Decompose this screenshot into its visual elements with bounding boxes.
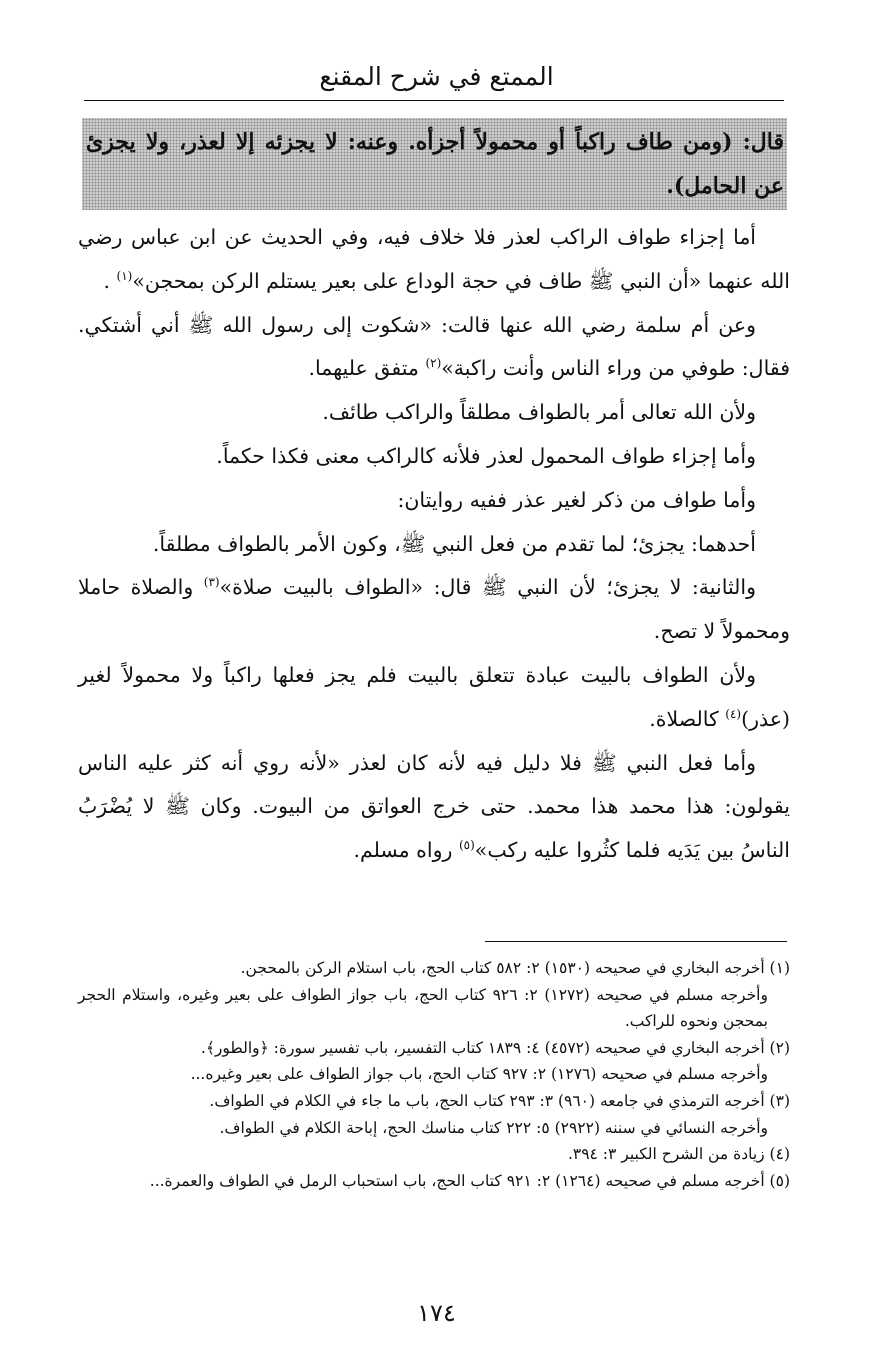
- paragraph-4: وأما إجزاء طواف المحمول لعذر فلأنه كالراكب معنى فكذا حكماً.: [216, 443, 756, 468]
- footnote-ref-5: (٥): [458, 838, 475, 853]
- matn-quote: قال: (ومن طاف راكباً أو محمولاً أجزأه. وعنه: لا يجزئه إلا لعذر، ولا يجزئ عن الحامل).: [86, 129, 784, 199]
- paragraph-3: ولأن الله تعالى أمر بالطواف مطلقاً والراكب طائف.: [322, 400, 756, 425]
- footnote-1: (١) أخرجه البخاري في صحيحه (١٥٣٠) ٢: ٥٨٢ كتاب الحج، باب استلام الركن بالمحجن.: [240, 959, 790, 977]
- page-number: ١٧٤: [417, 1299, 456, 1327]
- footnotes: [78, 955, 790, 1194]
- footnote-4: (٤) زيادة من الشرح الكبير ٣: ٣٩٤.: [567, 1145, 790, 1164]
- header-divider: [84, 100, 784, 101]
- footnote-3: (٣) أخرجه الترمذي في جامعه (٩٦٠) ٣: ٢٩٣ كتاب الحج، باب ما جاء في الكلام في الطواف.: [209, 1091, 790, 1110]
- paragraph-5: وأما طواف من ذكر لغير عذر ففيه روايتان:: [397, 487, 756, 512]
- paragraph-1: أما إجزاء طواف الراكب لعذر فلا خلاف فيه، وفي الحديث عن ابن عباس رضي الله عنهما «أن النبي ﷺ طاف في حجة الوداع على بعير يستلم الركن بمحجن»$^{(١)}$ .: [78, 225, 790, 293]
- footnote-5: (٥) أخرجه مسلم في صحيحه (١٢٦٤) ٢: ٩٢١ كتاب الحج، باب استحباب الرمل في الطواف والعمرة...: [149, 1171, 790, 1190]
- paragraph-7: والثانية: لا يجزئ؛ لأن النبي ﷺ قال: «الطواف بالبيت صلاة»$^{(٣)}$ والصلاة حاملا ومحمولاً لا تصح.: [78, 575, 790, 644]
- paragraph-6: أحدهما: يجزئ؛ لما تقدم من فعل النبي ﷺ، وكون الأمر بالطواف مطلقاً.: [152, 531, 756, 556]
- running-header: الممتع في شرح المقنع: [319, 62, 554, 91]
- footnote-ref-2: (٢): [425, 356, 442, 371]
- commentary-body: [78, 216, 790, 873]
- footnote-2: (٢) أخرجه البخاري في صحيحه (٤٥٧٢) ٤: ١٨٣٩ كتاب التفسير، باب تفسير سورة: ﴿والطور﴾.: [200, 1038, 790, 1057]
- footnote-ref-4: (٤): [725, 706, 742, 721]
- footnote-3-cont: وأخرجه النسائي في سننه (٢٩٢٢) ٥: ٢٢٢ كتاب مناسك الحج، إباحة الكلام في الطواف.: [219, 1118, 768, 1137]
- paragraph-8: ولأن الطواف بالبيت عبادة تتعلق بالبيت فلم يجز فعلها راكباً ولا محمولاً لغير (عذر)$^{(٤)}$ كالصلاة.: [78, 662, 790, 731]
- paragraph-2: وعن أم سلمة رضي الله عنها قالت: «شكوت إلى رسول الله ﷺ أني أشتكي. فقال: طوفي من وراء الناس وأنت راكبة»$^{(٢)}$ متفق عليهما.: [78, 312, 790, 381]
- footnote-1-cont: وأخرجه مسلم في صحيحه (١٢٧٢) ٢: ٩٢٦ كتاب الحج، باب جواز الطواف على بعير وغيره، واستلام الحجر بمحجن ونحوه للراكب.: [78, 985, 768, 1031]
- footnote-ref-3: (٣): [203, 575, 220, 590]
- footnote-divider: [485, 941, 787, 942]
- footnote-ref-1: (١): [116, 268, 133, 283]
- footnote-2-cont: وأخرجه مسلم في صحيحه (١٢٧٦) ٢: ٩٢٧ كتاب الحج، باب جواز الطواف على بعير وغيره...: [190, 1065, 768, 1084]
- paragraph-9: وأما فعل النبي ﷺ فلا دليل فيه لأنه كان لعذر «لأنه روي أنه كثر عليه الناس يقولون: هذا محمد هذا محمد. حتى خرج العواتق من البيوت. وكان ﷺ لا يُضْرَبُ الناسُ بين يَدَيه فلما كثُروا عليه ركب»$^{(٥)}$ رواه مسلم.: [78, 750, 790, 863]
